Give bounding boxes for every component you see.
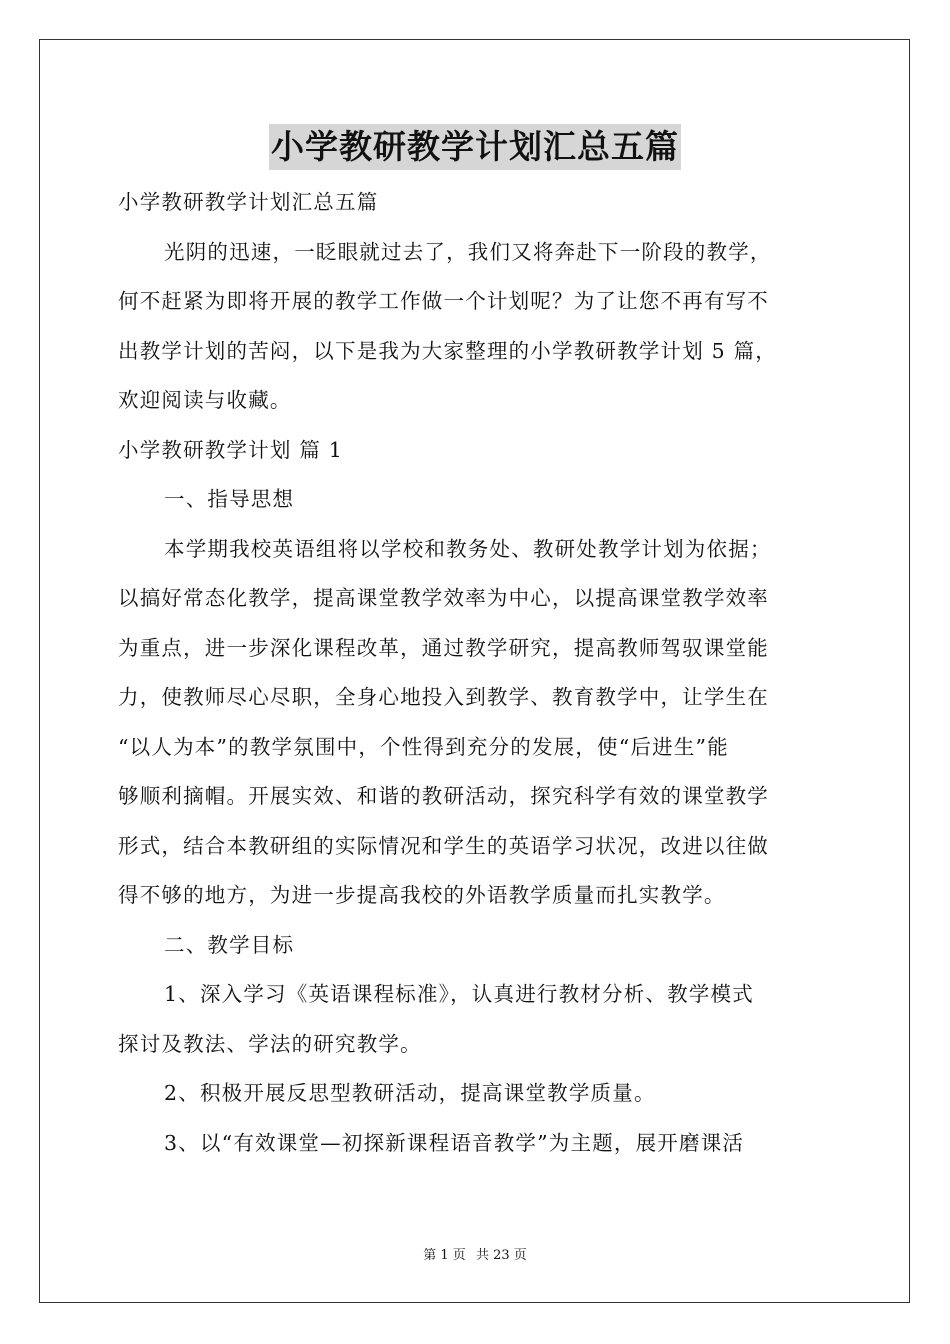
text-line: 为重点，进一步深化课程改革，通过教学研究，提高教师驾驭课堂能 — [118, 635, 769, 660]
text-line: 以搞好常态化教学，提高课堂教学效率为中心，以提高课堂教学效率 — [118, 586, 769, 610]
text-line: 光阴的迅速，一眨眼就过去了，我们又将奔赴下一阶段的教学， — [164, 239, 772, 264]
document-body — [118, 178, 834, 1168]
document-title: 小学教研教学计划汇总五篇 — [269, 124, 681, 170]
subtitle-line: 小学教研教学计划汇总五篇 — [118, 190, 379, 214]
subheading: 一、指导思想 — [164, 487, 295, 511]
text-line: 探讨及教法、学法的研究教学。 — [118, 1031, 422, 1056]
text-line: 本学期我校英语组将以学校和教务处、教研处教学计划为依据； — [164, 536, 772, 561]
text-line: 何不赶紧为即将开展的教学工作做一个计划呢？为了让您不再有写不 — [118, 289, 769, 313]
text-line: “以人为本”的教学氛围中，个性得到充分的发展，使“后进生”能 — [118, 734, 729, 759]
text-line: 欢迎阅读与收藏。 — [118, 388, 292, 412]
title-area — [0, 124, 950, 170]
subheading: 二、教学目标 — [164, 932, 295, 957]
page-footer — [0, 1244, 950, 1263]
text-line: 力，使教师尽心尽职，全身心地投入到教学、教育教学中，让学生在 — [118, 685, 769, 709]
text-line: 得不够的地方，为进一步提高我校的外语教学质量而扎实教学。 — [118, 883, 726, 907]
section-heading: 小学教研教学计划 篇 1 — [118, 437, 343, 462]
text-line: 形式，结合本教研组的实际情况和学生的英语学习状况，改进以往做 — [118, 833, 769, 858]
text-line: 1、深入学习《英语课程标准》，认真进行教材分析、教学模式 — [164, 982, 754, 1006]
text-line: 2、积极开展反思型教研活动，提高课堂教学质量。 — [164, 1081, 656, 1105]
page-number: 第 1 页 — [423, 1248, 466, 1263]
text-line: 出教学计划的苦闷，以下是我为大家整理的小学教研教学计划 5 篇， — [118, 338, 777, 363]
text-line: 够顺利摘帽。开展实效、和谐的教研活动，探究科学有效的课堂教学 — [118, 784, 769, 808]
page-total: 共 23 页 — [475, 1248, 527, 1263]
text-line: 3、以“有效课堂—初探新课程语音教学”为主题，展开磨课活 — [164, 1130, 745, 1155]
